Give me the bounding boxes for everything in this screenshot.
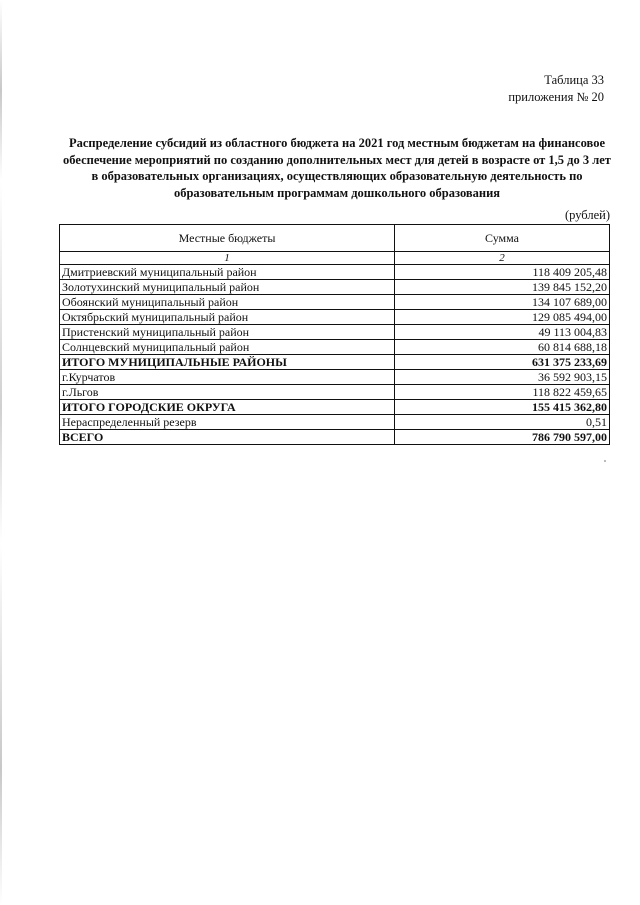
amount-cell: 139 845 152,20 (395, 280, 610, 295)
distribution-table (59, 224, 610, 445)
column-number-row (60, 252, 610, 265)
table-total-row (60, 400, 610, 415)
table-row (60, 295, 610, 310)
amount-cell: 118 409 205,48 (395, 265, 610, 280)
amount-cell: 118 822 459,65 (395, 385, 610, 400)
budget-name-cell: ВСЕГО (60, 430, 395, 445)
amount-cell: 0,51 (395, 415, 610, 430)
budget-name-cell: Солнцевский муниципальный район (60, 340, 395, 355)
budget-name-cell: Обоянский муниципальный район (60, 295, 395, 310)
table-row (60, 280, 610, 295)
budget-name-cell: Нераспределенный резерв (60, 415, 395, 430)
amount-cell: 631 375 233,69 (395, 355, 610, 370)
amount-cell: 134 107 689,00 (395, 295, 610, 310)
column-number: 1 (60, 252, 395, 265)
column-header-amount: Сумма (395, 225, 610, 252)
budget-name-cell: Золотухинский муниципальный район (60, 280, 395, 295)
table-number-label: Таблица 33 (544, 73, 604, 87)
scan-speck (604, 460, 606, 462)
column-header-budgets: Местные бюджеты (60, 225, 395, 252)
document-title: Распределение субсидий из областного бюджета на 2021 год местным бюджетам на финансовое обеспечение мероприятий по созданию дополнительных мест для детей в возрасте от 1,5 до 3 лет в образовательных организациях, осуществляющих образовательную деятельность по образовательным программам дошкольного образования (63, 136, 611, 200)
budget-name-cell: Пристенский муниципальный район (60, 325, 395, 340)
budget-name-cell: ИТОГО ГОРОДСКИЕ ОКРУГА (60, 400, 395, 415)
table-row (60, 415, 610, 430)
amount-cell: 786 790 597,00 (395, 430, 610, 445)
appendix-label: приложения № 20 (508, 90, 604, 104)
table-reference (508, 72, 604, 106)
amount-cell: 155 415 362,80 (395, 400, 610, 415)
table-row (60, 340, 610, 355)
amount-cell: 36 592 903,15 (395, 370, 610, 385)
units-label: (рублей) (564, 208, 610, 222)
table-header-row (60, 225, 610, 252)
table-row (60, 370, 610, 385)
budget-name-cell: г.Курчатов (60, 370, 395, 385)
column-number: 2 (395, 252, 610, 265)
table-row (60, 310, 610, 325)
amount-cell: 49 113 004,83 (395, 325, 610, 340)
budget-name-cell: Октябрьский муниципальный район (60, 310, 395, 325)
table-row (60, 325, 610, 340)
budget-name-cell: г.Льгов (60, 385, 395, 400)
amount-cell: 60 814 688,18 (395, 340, 610, 355)
table-row (60, 265, 610, 280)
table-total-row (60, 355, 610, 370)
budget-name-cell: Дмитриевский муниципальный район (60, 265, 395, 280)
amount-cell: 129 085 494,00 (395, 310, 610, 325)
table-total-row (60, 430, 610, 445)
table-row (60, 385, 610, 400)
budget-name-cell: ИТОГО МУНИЦИПАЛЬНЫЕ РАЙОНЫ (60, 355, 395, 370)
scan-edge (0, 0, 2, 905)
